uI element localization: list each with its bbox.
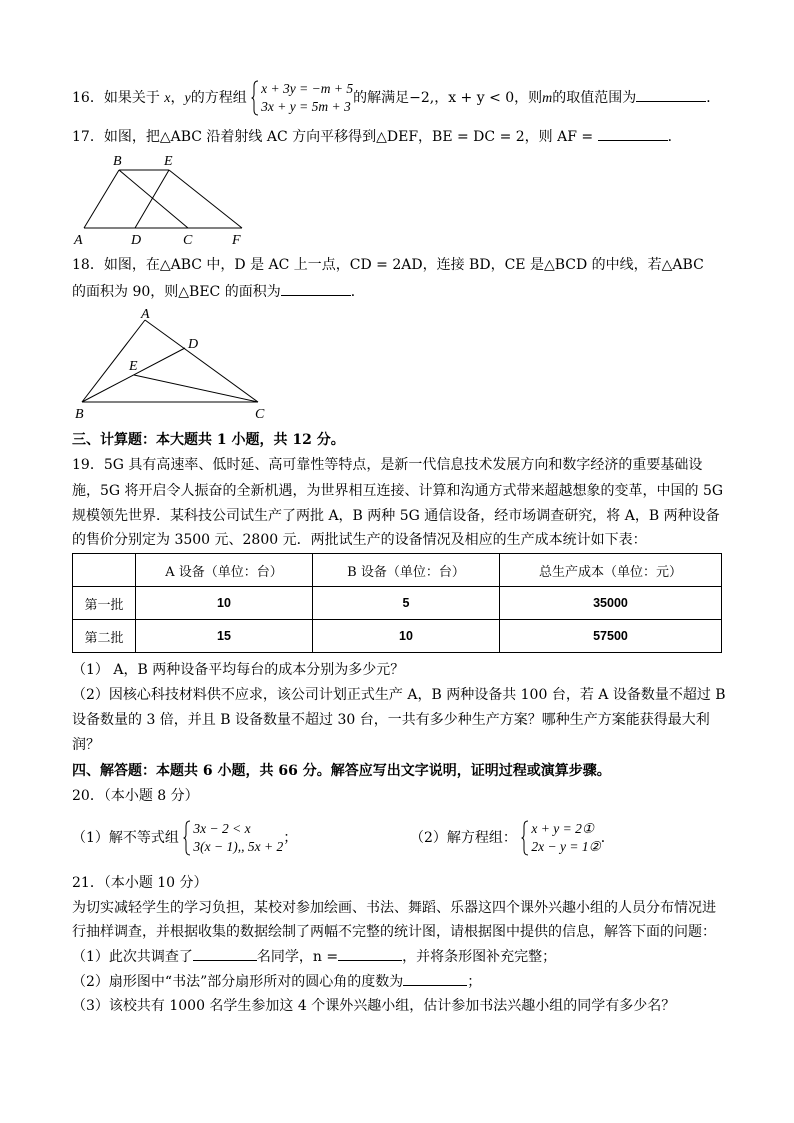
label-D: D bbox=[188, 337, 199, 352]
q19-line3: 规模领先世界．某科技公司试生产了两批 A，B 两种 5G 通信设备，经市场调查研究，将 A，B 两种设备 bbox=[72, 508, 720, 524]
q18-figure bbox=[72, 306, 272, 422]
q20-eq2: 2x − y = 1② bbox=[531, 839, 601, 854]
q20-part2-label: （2）解方程组： bbox=[410, 830, 517, 846]
q21-angle-blank[interactable] bbox=[403, 971, 467, 986]
label-F: F bbox=[232, 233, 241, 248]
table-header-cell: A 设备（单位：台） bbox=[136, 554, 313, 587]
q20-part2-end: ． bbox=[600, 830, 615, 846]
table-cell: 第二批 bbox=[73, 620, 136, 653]
label-A: A bbox=[74, 233, 83, 248]
q16-eq1: x + 3y = −m + 5 bbox=[261, 81, 354, 96]
label-B: B bbox=[113, 154, 122, 169]
segment-AB bbox=[84, 170, 119, 228]
brace-icon bbox=[183, 820, 191, 856]
table-header-cell: 总生产成本（单位：元） bbox=[500, 554, 722, 587]
q21-part1 bbox=[72, 946, 556, 967]
table-cell: 10 bbox=[313, 620, 500, 653]
q20-part2 bbox=[410, 820, 615, 856]
q20-ineq1: 3x − 2 < x bbox=[193, 821, 251, 836]
q18-text2: 的面积为 90，则△BEC 的面积为 bbox=[72, 284, 281, 300]
q21-part2-b: ； bbox=[467, 974, 482, 990]
q21-part3: （3）该校共有 1000 名学生参加这 4 个课外兴趣小组，估计参加书法兴趣小组的同学有多少名？ bbox=[72, 998, 676, 1014]
q19-part1: （1） A，B 两种设备平均每台的成本分别为多少元？ bbox=[72, 662, 405, 678]
table-header-cell: B 设备（单位：台） bbox=[313, 554, 500, 587]
q18-end: ． bbox=[350, 284, 365, 300]
table-row bbox=[73, 620, 722, 653]
q20-part1-end: ； bbox=[283, 830, 298, 846]
section-3-heading: 三、计算题：本大题共 1 小题，共 12 分。 bbox=[72, 432, 345, 448]
brace-icon bbox=[251, 80, 259, 116]
q16-end: ． bbox=[706, 90, 721, 106]
q16-var-y: y bbox=[184, 91, 191, 106]
label-D: D bbox=[131, 233, 142, 248]
q20-inequality-system bbox=[183, 820, 283, 856]
label-E: E bbox=[164, 154, 173, 169]
q21-count-blank[interactable] bbox=[193, 946, 257, 961]
q20-part1-label: （1）解不等式组 bbox=[72, 830, 179, 846]
q16-answer-blank[interactable] bbox=[636, 87, 706, 102]
q19-line1: 19．5G 具有高速率、低时延、高可靠性等特点，是新一代信息技术发展方向和数字经济的重要基础设 bbox=[72, 457, 703, 473]
q16-line bbox=[72, 80, 720, 116]
q18-answer-blank[interactable] bbox=[281, 281, 351, 296]
q18-line1 bbox=[72, 255, 704, 275]
q21-part1-b: 名同学，n = bbox=[256, 949, 339, 965]
q16-equation-system bbox=[251, 80, 353, 116]
segment-DE bbox=[135, 170, 169, 228]
q18-text1: 18．如图，在△ABC 中，D 是 AC 上一点，CD = 2AD，连接 BD，CE 是△BCD 的中线，若△ABC bbox=[72, 257, 704, 273]
q16-num: 16． bbox=[72, 90, 104, 106]
q17-text: 17．如图，把△ABC 沿着射线 AC 方向平移得到△DEF，BE = DC = 2，则 AF = bbox=[72, 129, 594, 145]
q20-head: 20．（本小题 8 分） bbox=[72, 788, 199, 804]
q21-part2 bbox=[72, 971, 481, 992]
q21-part2-a: （2）扇形图中“书法”部分扇形所对的圆心角的度数为 bbox=[72, 974, 404, 990]
q21-line1: 为切实减轻学生的学习负担，某校对参加绘画、书法、舞蹈、乐器这四个课外兴趣小组的人员分布情况进 bbox=[72, 900, 716, 916]
table-row bbox=[73, 587, 722, 620]
table-cell: 15 bbox=[136, 620, 313, 653]
table-cell: 第一批 bbox=[73, 587, 136, 620]
table-header-cell bbox=[73, 554, 136, 587]
table-cell: 57500 bbox=[500, 620, 722, 653]
q20-eq1: x + y = 2① bbox=[531, 821, 594, 836]
brace-icon bbox=[521, 820, 529, 856]
q21-part1-a: （1）此次共调查了 bbox=[72, 949, 193, 965]
q16-pre: 如果关于 bbox=[103, 90, 160, 106]
label-C: C bbox=[183, 233, 193, 248]
q16-eq2: 3x + y = 5m + 3 bbox=[261, 99, 351, 114]
table-cell: 10 bbox=[136, 587, 313, 620]
q16-tail: 的取值范围为 bbox=[552, 90, 637, 106]
q17-answer-blank[interactable] bbox=[598, 126, 668, 141]
q16-var-m: m bbox=[542, 91, 553, 106]
q21-n-blank[interactable] bbox=[338, 946, 402, 961]
label-A: A bbox=[141, 307, 150, 322]
q17-line bbox=[72, 126, 682, 147]
q19-line4: 的售价分别定为 3500 元、2800 元．两批试生产的设备情况及相应的生产成本统计如下表： bbox=[72, 532, 647, 548]
segment-EF bbox=[169, 170, 242, 228]
table-header-row bbox=[73, 554, 722, 587]
q16-mid: 的方程组 bbox=[190, 90, 247, 106]
q18-line2 bbox=[72, 281, 365, 302]
q19-part2-line1: （2）因核心科技材料供不应求，该公司计划正式生产 A，B 两种设备共 100 台，若 A 设备数量不超过 B bbox=[72, 687, 726, 703]
section-4-heading: 四、解答题：本题共 6 小题，共 66 分。解答应写出文字说明，证明过程或演算步骤。 bbox=[72, 763, 611, 779]
q17-end: ． bbox=[667, 129, 682, 145]
q21-line2: 行抽样调查，并根据收集的数据绘制了两幅不完整的统计图，请根据图中提供的信息，解答下面的问题： bbox=[72, 924, 716, 940]
q19-line2: 施，5G 将开启令人振奋的全新机遇，为世界相互连接、计算和沟通方式带来超越想象的变革，中国的 5G bbox=[72, 483, 724, 499]
q20-part1 bbox=[72, 820, 297, 856]
q19-part2-line2: 设备数量的 3 倍，并且 B 设备数量不超过 30 台，一共有多少种生产方案？哪种生产方案能获得最大利 bbox=[72, 712, 710, 728]
q20-ineq2: 3(x − 1),, 5x + 2 bbox=[193, 839, 284, 854]
segment-BC bbox=[119, 170, 188, 228]
q21-head: 21．（本小题 10 分） bbox=[72, 875, 208, 891]
q20-equation-system bbox=[521, 820, 600, 856]
q19-part2-line3: 润？ bbox=[72, 737, 100, 753]
label-E: E bbox=[129, 359, 138, 374]
q16-sep: ， bbox=[170, 90, 185, 106]
segment-BD bbox=[82, 348, 185, 402]
label-B: B bbox=[75, 407, 84, 422]
q19-cost-table bbox=[72, 553, 722, 653]
q21-part1-c: ，并将条形图补充完整； bbox=[402, 949, 557, 965]
q16-post: 的解满足−2,，x + y < 0，则 bbox=[353, 90, 543, 106]
table-cell: 35000 bbox=[500, 587, 722, 620]
table-cell: 5 bbox=[313, 587, 500, 620]
q17-figure bbox=[72, 152, 252, 248]
label-C: C bbox=[255, 407, 265, 422]
q16-var-x: x bbox=[164, 91, 171, 106]
